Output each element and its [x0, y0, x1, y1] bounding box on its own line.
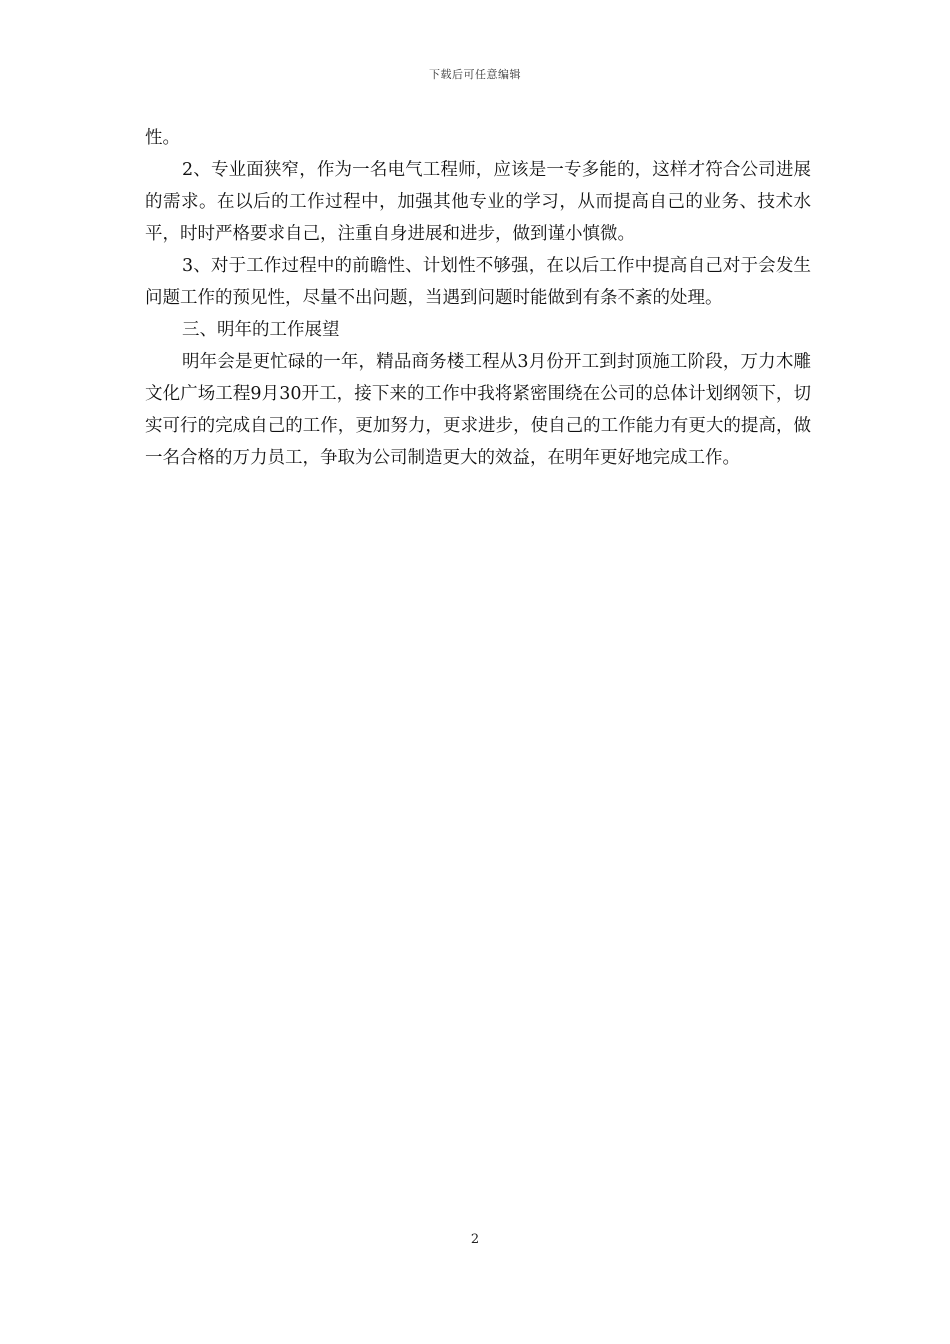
section-heading: 三、明年的工作展望	[182, 320, 340, 340]
paragraph-item-2: 2、专业面狭窄，作为一名电气工程师，应该是一专多能的，这样才符合公司进展的需求。在以后的工作过程中，加强其他专业的学习，从而提高自己的业务、技术水平，时时严格要求自己，注重自身进展和进步，做到谨小慎微。	[145, 160, 811, 244]
paragraph-outlook: 明年会是更忙碌的一年，精品商务楼工程从3月份开工到封顶施工阶段，万力木雕文化广场工程9月30开工，接下来的工作中我将紧密围绕在公司的总体计划纲领下，切实可行的完成自己的工作，更加努力，更求进步，使自己的工作能力有更大的提高，做一名合格的万力员工，争取为公司制造更大的效益，在明年更好地完成工作。	[145, 352, 811, 468]
paragraph-item-3: 3、对于工作过程中的前瞻性、计划性不够强，在以后工作中提高自己对于会发生问题工作的预见性，尽量不出问题，当遇到问题时能做到有条不紊的处理。	[145, 256, 811, 308]
page-number: 2	[470, 1232, 480, 1247]
page-header: 下载后可任意编辑	[429, 68, 521, 81]
paragraph-continuation: 性。	[145, 128, 180, 148]
document-body	[145, 122, 811, 474]
